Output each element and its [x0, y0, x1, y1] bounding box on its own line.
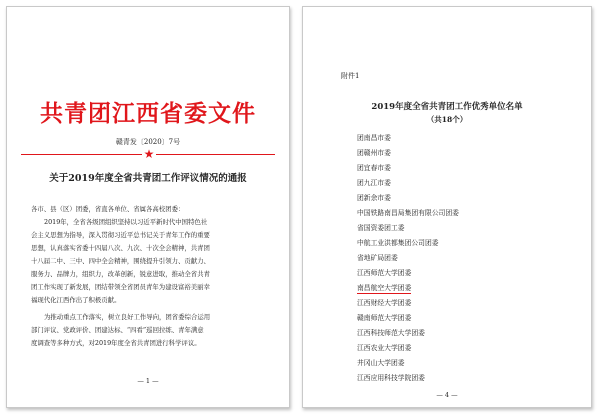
- list-item: 省地矿局团委: [357, 254, 398, 262]
- list-title: 2019年度全省共青团工作优秀单位名单: [371, 102, 523, 112]
- list-item: 中航工业洪都集团公司团委: [357, 239, 439, 247]
- list-item: 江西师范大学团委: [357, 269, 412, 277]
- left-document-page: [6, 6, 290, 408]
- list-count: （共18个）: [426, 115, 468, 124]
- attachment-label: 附件1: [341, 72, 360, 80]
- body-line: 十八届二中、三中、四中全会精神，围绕提升引领力、贡献力、: [31, 257, 210, 265]
- list-item: 省国资委团工委: [357, 224, 405, 232]
- notice-title: 关于2019年度全省共青团工作评议情况的通报: [49, 173, 247, 184]
- list-item: 江西应用科技学院团委: [357, 374, 425, 382]
- body-line: 各市、县（区）团委，省直各单位、省属各高校团委：: [31, 205, 185, 213]
- page-number: — 1 —: [137, 377, 159, 385]
- list-item: 团宜春市委: [357, 164, 391, 172]
- body-line: 部门评议、党政评价、团建达标、“四看”巡回拉练、青年满意: [31, 326, 204, 334]
- body-line: 为推动重点工作落实，树立良好工作导向，团省委综合运用: [44, 313, 211, 321]
- list-item-highlighted: 南昌航空大学团委: [357, 284, 412, 292]
- document-header-title: 共青团江西省委文件: [40, 100, 256, 127]
- list-item: 中国铁路南昌局集团有限公司团委: [357, 209, 459, 217]
- body-line: 思想，认真落实省委十四届八次、九次、十次全会精神，共青团: [31, 244, 210, 252]
- body-line: 会主义思想为指导，深入贯彻习近平总书记关于青年工作的重要: [31, 231, 210, 239]
- body-line: 福现代化江西作出了积极贡献。: [31, 296, 121, 304]
- list-item: 团九江市委: [357, 179, 391, 187]
- list-item: 团南昌市委: [357, 134, 391, 142]
- body-line: 2019年，全省各级团组织坚持以习近平新时代中国特色社: [44, 218, 208, 226]
- list-item: 团赣州市委: [357, 149, 391, 157]
- red-star-icon: ★: [143, 147, 155, 161]
- body-line: 服务力、品牌力，组织力，改革创新，锐意进取，推动全省共青: [31, 270, 210, 278]
- document-number: 赣青发〔2020〕7号: [115, 138, 181, 146]
- list-item: 江西科技师范大学团委: [357, 329, 425, 337]
- body-line: 团工作实现了新发展，团结带领全省团员青年为建设富裕美丽幸: [31, 283, 210, 291]
- list-item: 井冈山大学团委: [357, 359, 405, 367]
- list-item: 赣南师范大学团委: [357, 314, 412, 322]
- page-number: — 4 —: [436, 391, 458, 399]
- list-item: 团新余市委: [357, 194, 391, 202]
- list-item: 江西农业大学团委: [357, 344, 412, 352]
- right-document-page: [302, 6, 592, 408]
- body-line: 度调查等多种方式，对2019年度全省共青团进行科学评议。: [31, 339, 201, 347]
- list-item: 江西财经大学团委: [357, 299, 412, 307]
